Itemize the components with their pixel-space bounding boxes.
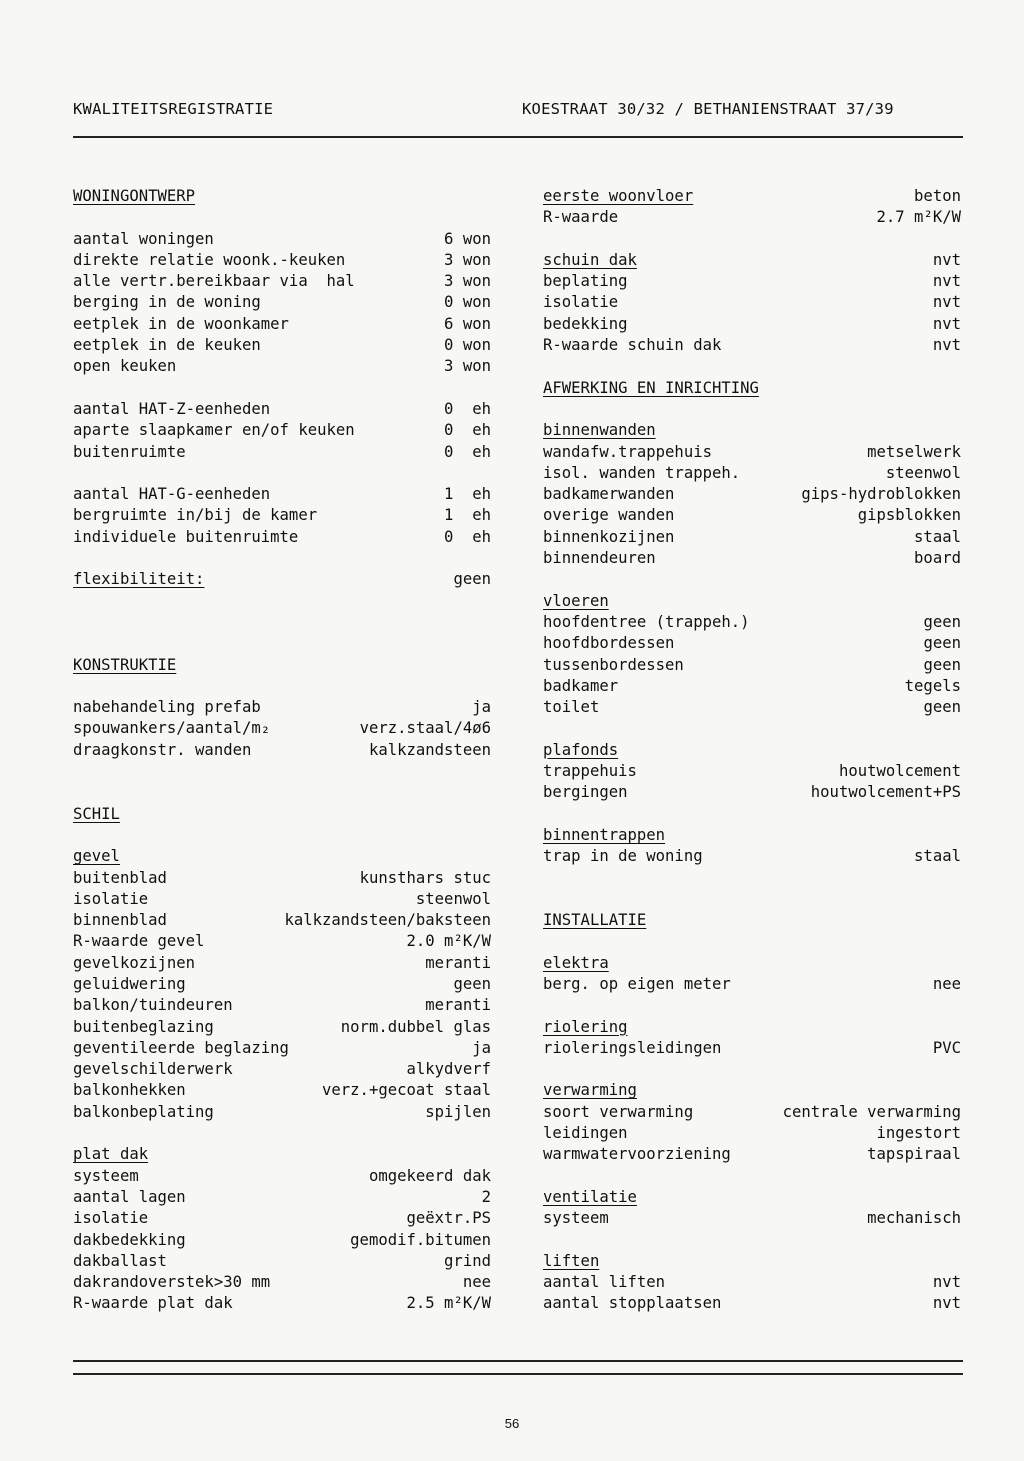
spec-value: 6 won (444, 314, 491, 333)
spec-label: R-waarde gevel (73, 932, 205, 951)
spec-value: geen (923, 655, 961, 674)
spec-value: geen (923, 698, 961, 717)
spec-label: berging in de woning (73, 293, 261, 312)
spec-row-r-waarde-schuin-dak (543, 335, 961, 356)
spec-value: ingestort (876, 1124, 961, 1143)
spec-value: nvt (932, 250, 961, 269)
footer-rule-2 (73, 1373, 963, 1375)
spec-row-r-waarde-gevel (73, 931, 491, 952)
section-heading-text: vloeren (543, 591, 609, 610)
spec-row-draagkonstr-wanden (73, 740, 491, 761)
spec-row-bergruimte-in-bij-de-kamer (73, 505, 491, 526)
spec-label: bergingen (543, 783, 628, 802)
spec-value: geen (453, 974, 491, 993)
section-heading-konstruktie (73, 655, 491, 676)
spec-row-aparte-slaapkamer-en-of-keuken (73, 420, 491, 441)
spec-row-aantal-liften (543, 1272, 961, 1293)
spec-value: spijlen (425, 1102, 491, 1121)
spec-row-systeem (543, 1208, 961, 1229)
spec-row-flexibiliteit (73, 569, 491, 590)
spec-label: aantal lagen (73, 1187, 186, 1206)
spec-value: mechanisch (867, 1209, 961, 1228)
spacer (543, 356, 961, 377)
spec-row-balkonhekken (73, 1080, 491, 1101)
spec-value: board (914, 549, 961, 568)
spec-row-dakrandoverstek-30-mm (73, 1272, 491, 1293)
spec-value: nvt (932, 272, 961, 291)
spec-value: geëxtr.PS (406, 1209, 491, 1228)
spec-row-rioleringsleidingen (543, 1038, 961, 1059)
spec-row-aantal-stopplaatsen (543, 1293, 961, 1314)
spec-value: alkydverf (406, 1060, 491, 1079)
spacer (543, 889, 961, 910)
spec-value: kalkzandsteen (368, 740, 491, 759)
spec-row-direkte-relatie-woonk-keuken (73, 250, 491, 271)
spacer (73, 548, 491, 569)
spacer (73, 463, 491, 484)
spec-value: meranti (425, 953, 491, 972)
spec-label: eetplek in de woonkamer (73, 314, 289, 333)
spec-value: gemodif.bitumen (350, 1230, 491, 1249)
spec-row-geventileerde-beglazing (73, 1038, 491, 1059)
spec-label: soort verwarming (543, 1102, 694, 1121)
spec-label: dakrandoverstek>30 mm (73, 1273, 271, 1292)
spacer (543, 804, 961, 825)
spec-row-isolatie (73, 889, 491, 910)
spec-row-overige-wanden (543, 505, 961, 526)
spec-label: buitenblad (73, 868, 167, 887)
spec-label: binnendeuren (543, 549, 656, 568)
section-heading-afwerking-en-inrichting (543, 378, 961, 399)
spec-label: toilet (543, 698, 600, 717)
spacer (73, 761, 491, 782)
spec-row-balkonbeplating (73, 1102, 491, 1123)
spec-label: draagkonstr. wanden (73, 740, 252, 759)
section-heading-installatie (543, 910, 961, 931)
section-heading-riolering (543, 1017, 961, 1038)
spec-label: buitenbeglazing (73, 1017, 214, 1036)
spec-value: 1 eh (444, 485, 491, 504)
spacer (543, 931, 961, 952)
spec-row-tussenbordessen (543, 655, 961, 676)
spec-value: PVC (932, 1038, 961, 1057)
spec-label: beplating (543, 272, 628, 291)
spacer (543, 399, 961, 420)
spec-row-dakbedekking (73, 1230, 491, 1251)
section-heading-text: ventilatie (543, 1187, 637, 1206)
spec-label: hoofdentree (trappeh.) (543, 612, 750, 631)
footer-rule-1 (73, 1360, 963, 1362)
spec-row-eetplek-in-de-woonkamer (73, 314, 491, 335)
spec-row-hoofdentree-trappeh (543, 612, 961, 633)
spec-row-beplating (543, 271, 961, 292)
section-heading-woningontwerp (73, 186, 491, 207)
section-heading-elektra (543, 953, 961, 974)
spec-value: 2.7 m²K/W (876, 208, 961, 227)
spec-value: ja (472, 698, 491, 717)
section-heading-text: KONSTRUKTIE (73, 655, 177, 674)
spec-label: R-waarde schuin dak (543, 336, 722, 355)
spec-label: bedekking (543, 314, 628, 333)
spacer (543, 569, 961, 590)
spec-value: meranti (425, 996, 491, 1015)
spec-label: trap in de woning (543, 847, 703, 866)
spec-value: centrale verwarming (782, 1102, 961, 1121)
spec-value: beton (914, 187, 961, 205)
spec-value: 2.5 m²K/W (406, 1294, 491, 1313)
spec-value: staal (914, 847, 961, 866)
section-heading-text: SCHIL (73, 804, 120, 823)
section-heading-text: binnentrappen (543, 825, 666, 844)
spec-value: metselwerk (867, 442, 961, 461)
spec-label: tussenbordessen (543, 655, 684, 674)
spec-value: 3 won (444, 357, 491, 376)
spec-row-r-waarde (543, 207, 961, 228)
spec-label: flexibiliteit: (73, 570, 205, 589)
spec-row-isolatie (73, 1208, 491, 1229)
spec-row-trap-in-de-woning (543, 846, 961, 867)
section-heading-gevel (73, 846, 491, 867)
spacer (543, 1166, 961, 1187)
spec-value: 0 eh (444, 399, 491, 418)
left-column (73, 186, 491, 1315)
spec-value: 2 (481, 1187, 491, 1206)
spec-label: nabehandeling prefab (73, 698, 261, 717)
section-heading-text: plat dak (73, 1145, 149, 1164)
spec-label: isolatie (73, 1209, 149, 1228)
spec-value: steenwol (415, 889, 491, 908)
section-heading-vloeren (543, 591, 961, 612)
spec-label: hoofdbordessen (543, 634, 675, 653)
spec-value: kalkzandsteen/baksteen (284, 911, 491, 930)
spec-row-binnendeuren (543, 548, 961, 569)
spec-label: wandafw.trappehuis (543, 442, 712, 461)
spacer (543, 1230, 961, 1251)
spec-label: badkamer (543, 676, 619, 695)
spec-label: trappehuis (543, 762, 637, 781)
section-heading-text: plafonds (543, 740, 619, 759)
spec-value: staal (914, 527, 961, 546)
spec-label: schuin dak (543, 250, 637, 269)
spec-label: aparte slaapkamer en/of keuken (73, 421, 355, 440)
spec-label: isolatie (543, 293, 619, 312)
spec-row-nabehandeling-prefab (73, 697, 491, 718)
spec-value: 1 eh (444, 506, 491, 525)
section-heading-text: gevel (73, 847, 120, 866)
section-heading-schil (73, 804, 491, 825)
spec-row-r-waarde-plat-dak (73, 1293, 491, 1314)
spec-label: overige wanden (543, 506, 675, 525)
page-number: 56 (504, 1416, 520, 1431)
spec-row-buitenblad (73, 868, 491, 889)
spec-value: nvt (932, 336, 961, 355)
spec-row-badkamerwanden (543, 484, 961, 505)
spec-value: 6 won (444, 229, 491, 248)
spec-label: dakbedekking (73, 1230, 186, 1249)
spec-value: geen (923, 634, 961, 653)
spec-row-berging-in-de-woning (73, 292, 491, 313)
section-heading-text: WONINGONTWERP (73, 187, 196, 205)
spec-label: gevelkozijnen (73, 953, 196, 972)
spec-value: tapspiraal (867, 1145, 961, 1164)
spec-value: nvt (932, 1294, 961, 1313)
spec-label: systeem (73, 1166, 139, 1185)
spec-row-gevelkozijnen (73, 953, 491, 974)
spec-value: nee (462, 1273, 491, 1292)
section-heading-liften (543, 1251, 961, 1272)
right-column (543, 186, 961, 1315)
spec-label: leidingen (543, 1124, 628, 1143)
spec-label: spouwankers/aantal/m₂ (73, 719, 271, 738)
section-heading-text: AFWERKING EN INRICHTING (543, 378, 759, 397)
spec-value: 3 won (444, 272, 491, 291)
spec-label: badkamerwanden (543, 485, 675, 504)
spec-label: isol. wanden trappeh. (543, 463, 741, 482)
section-heading-verwarming (543, 1080, 961, 1101)
section-heading-ventilatie (543, 1187, 961, 1208)
spacer (73, 1123, 491, 1144)
spec-label: aantal woningen (73, 229, 214, 248)
spec-value: houtwolcement+PS (810, 783, 961, 802)
spec-row-binnenblad (73, 910, 491, 931)
spacer (73, 207, 491, 228)
section-heading-text: verwarming (543, 1081, 637, 1100)
spacer (73, 825, 491, 846)
spec-label: isolatie (73, 889, 149, 908)
spec-row-badkamer (543, 676, 961, 697)
spec-value: 0 eh (444, 442, 491, 461)
spacer (73, 782, 491, 803)
spec-value: omgekeerd dak (368, 1166, 491, 1185)
spec-value: geen (453, 570, 491, 589)
spec-value: kunsthars stuc (359, 868, 491, 887)
spec-value: 0 eh (444, 421, 491, 440)
spec-value: nvt (932, 314, 961, 333)
spec-row-berg-op-eigen-meter (543, 974, 961, 995)
spec-row-eerste-woonvloer (543, 186, 961, 207)
page-header (73, 100, 963, 124)
spec-row-leidingen (543, 1123, 961, 1144)
spec-value: norm.dubbel glas (340, 1017, 491, 1036)
spec-row-spouwankers-aantal-m (73, 718, 491, 739)
spec-value: houtwolcement (838, 762, 961, 781)
spacer (73, 676, 491, 697)
spacer (543, 229, 961, 250)
spec-row-wandafw-trappehuis (543, 442, 961, 463)
spec-row-individuele-buitenruimte (73, 527, 491, 548)
spec-label: systeem (543, 1209, 609, 1228)
header-rule (73, 136, 963, 138)
spec-value: 0 eh (444, 527, 491, 546)
spec-label: individuele buitenruimte (73, 527, 299, 546)
spec-label: aantal liften (543, 1273, 666, 1292)
spec-value: nvt (932, 293, 961, 312)
spec-label: balkonbeplating (73, 1102, 214, 1121)
spec-value: grind (444, 1251, 491, 1270)
spec-row-aantal-hat-g-eenheden (73, 484, 491, 505)
section-heading-binnenwanden (543, 420, 961, 441)
spec-value: tegels (904, 676, 961, 695)
section-heading-text: binnenwanden (543, 421, 656, 440)
spec-value: steenwol (885, 463, 961, 482)
spec-label: R-waarde plat dak (73, 1294, 233, 1313)
section-heading-text: riolering (543, 1017, 628, 1036)
spacer (73, 633, 491, 654)
section-heading-text: liften (543, 1251, 600, 1270)
section-heading-plat-dak (73, 1144, 491, 1165)
spec-row-toilet (543, 697, 961, 718)
spec-row-isol-wanden-trappeh (543, 463, 961, 484)
section-heading-text: INSTALLATIE (543, 911, 647, 930)
spacer (543, 1059, 961, 1080)
spec-row-binnenkozijnen (543, 527, 961, 548)
spec-label: rioleringsleidingen (543, 1038, 722, 1057)
spacer (543, 995, 961, 1016)
spec-row-bedekking (543, 314, 961, 335)
spec-value: 3 won (444, 250, 491, 269)
spec-label: eetplek in de keuken (73, 336, 261, 355)
spec-label: alle vertr.bereikbaar via hal (73, 272, 355, 291)
spec-label: gevelschilderwerk (73, 1060, 233, 1079)
spec-value: ja (472, 1038, 491, 1057)
spec-row-hoofdbordessen (543, 633, 961, 654)
spacer (73, 591, 491, 612)
spec-label: eerste woonvloer (543, 187, 694, 205)
spec-label: balkon/tuindeuren (73, 996, 233, 1015)
spacer (543, 718, 961, 739)
spec-value: 2.0 m²K/W (406, 932, 491, 951)
spacer (543, 868, 961, 889)
spec-label: aantal HAT-Z-eenheden (73, 399, 271, 418)
spec-value: 0 won (444, 336, 491, 355)
spec-label: R-waarde (543, 208, 619, 227)
spec-row-aantal-lagen (73, 1187, 491, 1208)
spec-row-buitenruimte (73, 442, 491, 463)
spec-label: warmwatervoorziening (543, 1145, 731, 1164)
spec-label: dakballast (73, 1251, 167, 1270)
section-heading-binnentrappen (543, 825, 961, 846)
spec-row-eetplek-in-de-keuken (73, 335, 491, 356)
spec-row-buitenbeglazing (73, 1017, 491, 1038)
spec-value: geen (923, 612, 961, 631)
spec-label: balkonhekken (73, 1081, 186, 1100)
spec-label: direkte relatie woonk.-keuken (73, 250, 346, 269)
header-address: KOESTRAAT 30/32 / BETHANIENSTRAAT 37/39 (522, 100, 894, 118)
spec-row-trappehuis (543, 761, 961, 782)
spec-row-aantal-hat-z-eenheden (73, 399, 491, 420)
spec-label: open keuken (73, 357, 177, 376)
spec-row-gevelschilderwerk (73, 1059, 491, 1080)
spec-row-isolatie (543, 292, 961, 313)
spec-value: gips-hydroblokken (801, 485, 961, 504)
section-heading-text: elektra (543, 953, 609, 972)
spec-row-warmwatervoorziening (543, 1144, 961, 1165)
spec-label: aantal HAT-G-eenheden (73, 485, 271, 504)
spec-row-bergingen (543, 782, 961, 803)
spec-label: berg. op eigen meter (543, 974, 731, 993)
spec-row-geluidwering (73, 974, 491, 995)
spec-label: binnenkozijnen (543, 527, 675, 546)
spec-row-open-keuken (73, 356, 491, 377)
spec-value: gipsblokken (857, 506, 961, 525)
spec-row-alle-vertr-bereikbaar-via-hal (73, 271, 491, 292)
header-title: KWALITEITSREGISTRATIE (73, 100, 274, 118)
spec-row-schuin-dak (543, 250, 961, 271)
spec-value: verz.staal/4ø6 (359, 719, 491, 738)
spec-value: nee (932, 974, 961, 993)
spacer (73, 612, 491, 633)
spec-row-soort-verwarming (543, 1102, 961, 1123)
spec-label: bergruimte in/bij de kamer (73, 506, 318, 525)
spec-label: geluidwering (73, 974, 186, 993)
spec-row-aantal-woningen (73, 229, 491, 250)
spec-label: aantal stopplaatsen (543, 1294, 722, 1313)
spec-row-balkon-tuindeuren (73, 995, 491, 1016)
spec-label: geventileerde beglazing (73, 1038, 289, 1057)
spec-label: buitenruimte (73, 442, 186, 461)
spec-label: binnenblad (73, 911, 167, 930)
spec-value: 0 won (444, 293, 491, 312)
section-heading-plafonds (543, 740, 961, 761)
spec-row-dakballast (73, 1251, 491, 1272)
spec-value: verz.+gecoat staal (322, 1081, 491, 1100)
spacer (73, 378, 491, 399)
spec-value: nvt (932, 1273, 961, 1292)
spec-row-systeem (73, 1166, 491, 1187)
